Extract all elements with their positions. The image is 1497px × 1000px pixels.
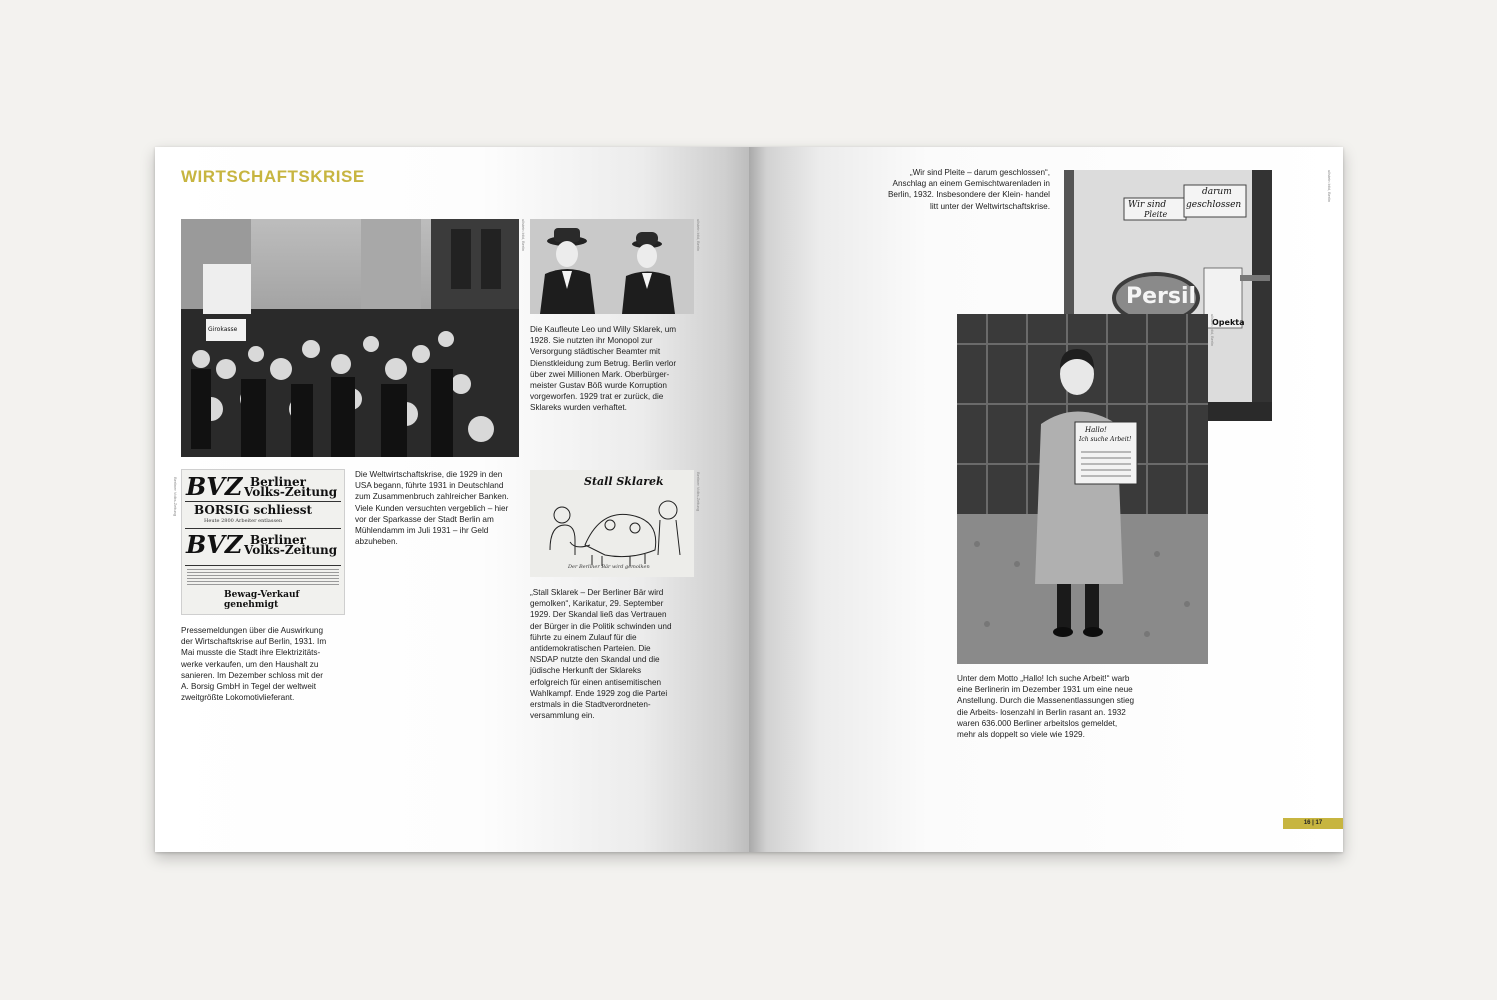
- right-page: [749, 147, 1343, 852]
- job-sign-line2: Ich suche Arbeit!: [1079, 436, 1132, 443]
- press-caption: Pressemeldungen über die Auswirkung der Wirtschaftskrise auf Berlin, 1931. Im Mai musste die Stadt ihre Elektrizitäts- werke verkaufen, um den Haushalt zu sanieren. Im Dezember schloss mit der A. Borsig GmbH in Tegel der weltweit zweitgrößte Lokomotivlieferant.: [181, 626, 327, 703]
- sklarek-photo-image: [530, 219, 694, 314]
- opekta-sign: Opekta: [1212, 318, 1245, 327]
- crisis-caption: Die Weltwirtschaftskrise, die 1929 in den USA begann, führte 1931 in Deutschland zum Zusammenbruch zahlreicher Banken. Viele Kunden versuchten vergeblich – hier vor der Sparkasse der Stadt Berlin am Mühlendamm im Juli 1931 – ihr Geld abzuheben.: [355, 470, 509, 547]
- shop-sign-pleite-1: Wir sind: [1128, 200, 1167, 210]
- newspaper-rule: [185, 528, 341, 529]
- page-number: 16 | 17: [1283, 818, 1343, 829]
- newspaper-masthead: Berliner: [250, 475, 306, 489]
- left-page: [155, 147, 749, 852]
- newspaper-credit: Berliner Volks-Zeitung: [173, 477, 178, 517]
- cartoon-caption: „Stall Sklarek – Der Berliner Bär wird gemolken“, Karikatur, 29. September 1929. Der Skandal ließ das Vertrauen der Bürger in die Politik schwinden und führte zu einem Zulauf für die antidemokratischen Parteien. Die NSDAP nutzte den Skandal und die jüdische Herkunft der Sklareks erfolgreich für einen antisemitischen Wahlkampf. Ende 1929 zog die Partei erstmals in die Stadtverordneten- versammlung ein.: [530, 588, 672, 721]
- job-sign-line1: Hallo!: [1085, 426, 1107, 434]
- newspaper-masthead: Volks-Zeitung: [244, 485, 338, 499]
- persil-sign: Persil: [1126, 284, 1197, 309]
- shop-caption: „Wir sind Pleite – darum geschlossen“, Anschlag an einem Gemischtwarenladen in Berlin, 1932. Insbesondere der Klein- handel litt unter der Weltwirtschaftskrise.: [887, 168, 1050, 211]
- newspaper-logo: BVZ: [186, 472, 243, 501]
- job-seeker-credit: ullstein bild, Berlin: [1210, 314, 1215, 347]
- newspaper-columns: [187, 569, 339, 585]
- book-spread: [155, 147, 1343, 852]
- newspaper-headline: BORSIG schliesst: [194, 503, 313, 517]
- svg-text:Girokasse: Girokasse: [208, 326, 238, 333]
- job-seeker-photo-image: [957, 314, 1208, 664]
- crowd-photo: [181, 219, 519, 457]
- cartoon-title: Stall Sklarek: [584, 475, 664, 488]
- page-title: WIRTSCHAFTSKRISE: [181, 167, 365, 186]
- cartoon-credit: Berliner Volks-Zeitung: [696, 472, 701, 512]
- cartoon-subtitle: Der Berliner Bär wird gemolken: [568, 564, 650, 570]
- newspaper-headline: Bewag-Verkauf genehmigt: [224, 590, 300, 610]
- job-seeker-caption: Unter dem Motto „Hallo! Ich suche Arbeit!“ warb eine Berlinerin im Dezember 1931 um eine neue Anstellung. Durch die Massenentlassungen stieg die Arbeits- losenzahl in Berlin rasant an. 1932 waren 636.000 Berliner arbeitslos gemeldet, mehr als doppelt so viele wie 1929.: [957, 674, 1135, 740]
- newspaper-rule: [185, 565, 341, 566]
- newspaper-clipping: [181, 469, 345, 615]
- newspaper-logo: BVZ: [186, 530, 243, 559]
- shop-photo-credit: ullstein bild, Berlin: [1327, 170, 1332, 203]
- crowd-photo-image: [181, 219, 519, 457]
- newspaper-masthead: Berliner: [250, 533, 306, 547]
- shop-sign-darum-2: geschlossen: [1186, 200, 1242, 210]
- shop-sign-darum-1: darum: [1202, 187, 1232, 197]
- newspaper-subline: Heute 2800 Arbeiter entlassen: [204, 518, 283, 524]
- job-seeker-photo: [957, 314, 1208, 664]
- crowd-photo-credit: ullstein bild, Berlin: [521, 219, 526, 252]
- newspaper-rule: [185, 501, 341, 502]
- cartoon: [530, 470, 694, 577]
- shop-sign-pleite-2: Pleite: [1144, 210, 1168, 219]
- sklarek-photo-credit: ullstein bild, Berlin: [696, 219, 701, 252]
- sklarek-photo: [530, 219, 694, 314]
- newspaper-masthead: Volks-Zeitung: [244, 543, 338, 557]
- sklarek-caption: Die Kaufleute Leo und Willy Sklarek, um 1928. Sie nutzten ihr Monopol zur Versorgung städtischer Beamter mit Dienstkleidung zum Betrug. Berlin verlor über zwei Millionen Mark. Oberbürger- meister Gustav Böß wurde Korruption vorgeworfen. 1929 trat er zurück, die Sklareks wurden verhaftet.: [530, 325, 677, 413]
